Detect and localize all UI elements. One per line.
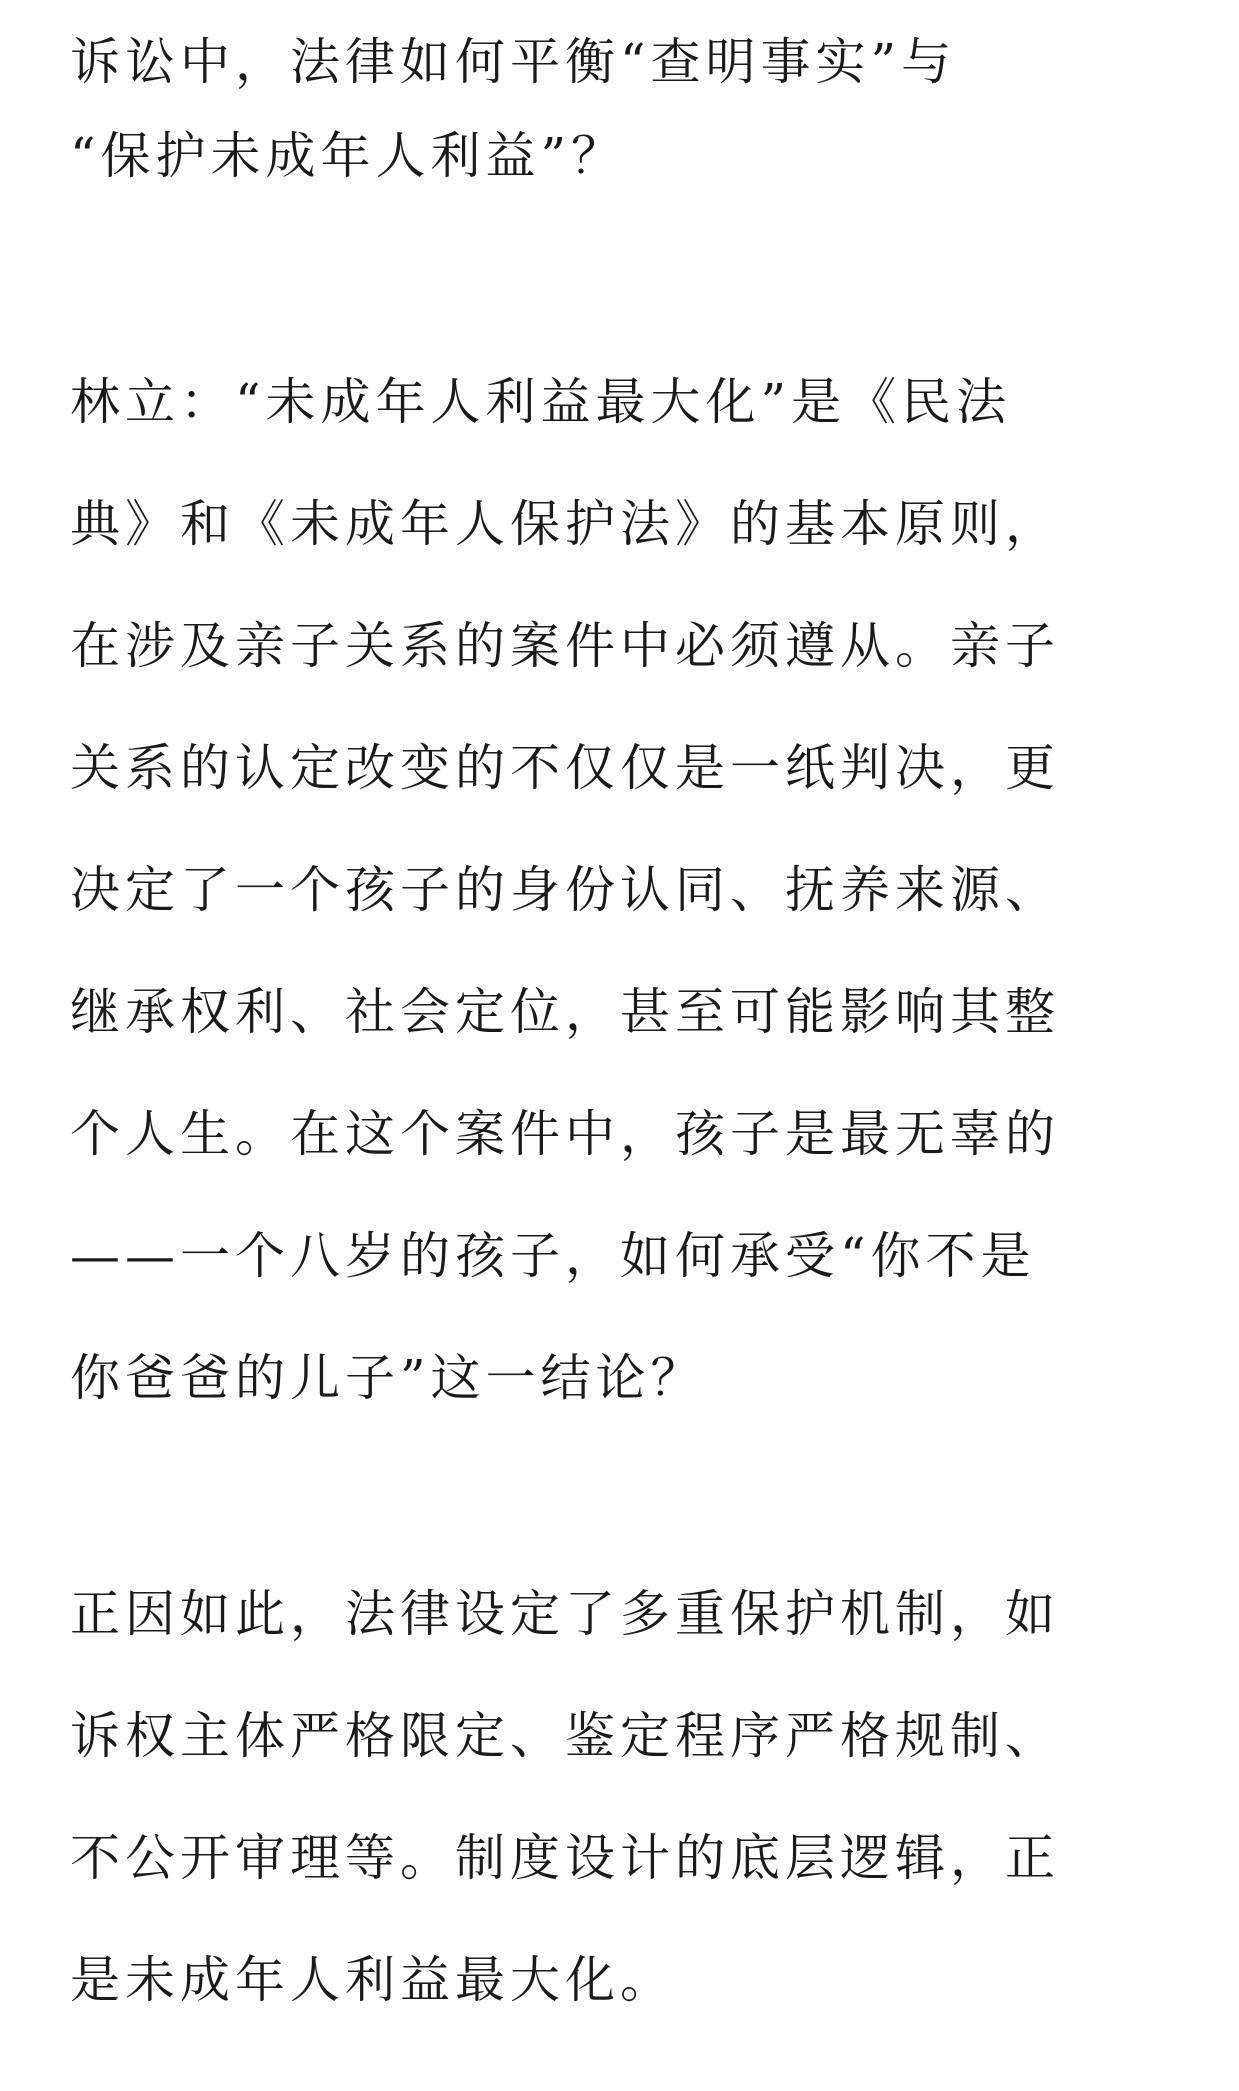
text-line: 正因如此，法律设定了多重保护机制，如 — [70, 1585, 1060, 1643]
text-line: 是未成年人利益最大化。 — [70, 1951, 675, 2009]
text-line: 决定了一个孩子的身份认同、抚养来源、 — [70, 861, 1060, 919]
text-line: 继承权利、社会定位，甚至可能影响其整 — [70, 983, 1060, 1041]
text-line: 诉讼中，法律如何平衡“查明事实”与 — [70, 33, 957, 91]
text-line: 典》和《未成年人保护法》的基本原则， — [70, 495, 1060, 553]
text-line: 关系的认定改变的不仅仅是一纸判决，更 — [70, 739, 1060, 797]
text-line: 林立：“未成年人利益最大化”是《民法 — [70, 373, 1012, 431]
text-line: “保护未成年人利益”？ — [70, 127, 627, 185]
text-line: 在涉及亲子关系的案件中必须遵从。亲子 — [70, 617, 1060, 675]
text-line: 个人生。在这个案件中，孩子是最无辜的 — [70, 1105, 1060, 1163]
text-line: 你爸爸的儿子”这一结论？ — [70, 1349, 706, 1407]
text-line: 诉权主体严格限定、鉴定程序严格规制、 — [70, 1707, 1060, 1765]
text-line: ——一个八岁的孩子，如何承受“你不是 — [70, 1227, 1036, 1285]
text-line: 不公开审理等。制度设计的底层逻辑，正 — [70, 1829, 1060, 1887]
